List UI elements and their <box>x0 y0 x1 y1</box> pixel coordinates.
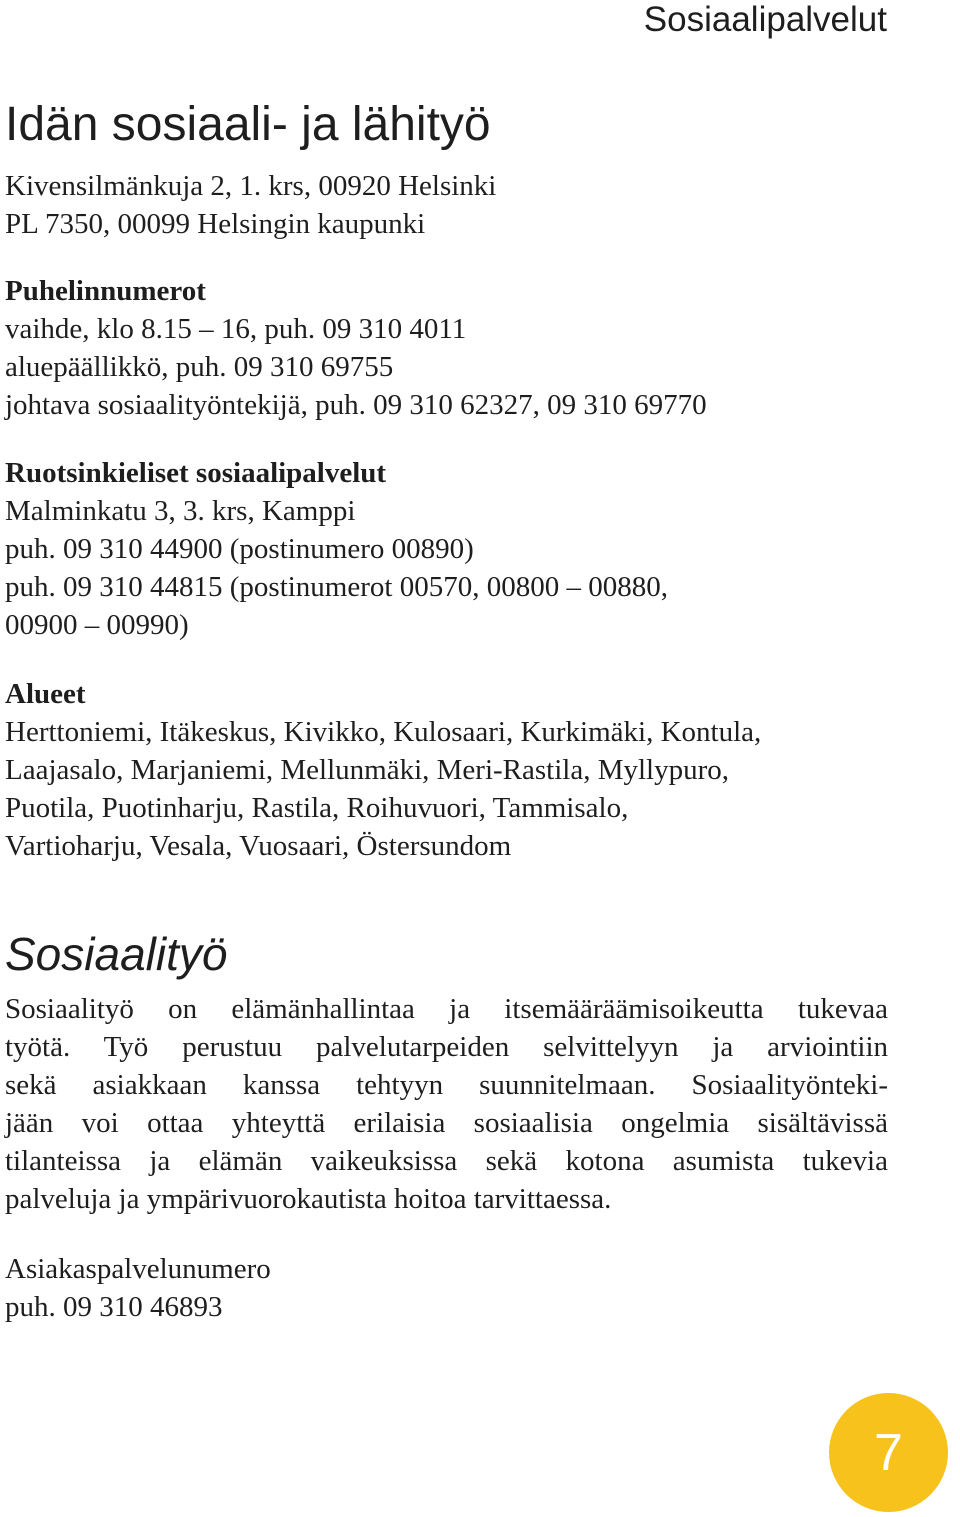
phone-line: aluepäällikkö, puh. 09 310 69755 <box>5 351 394 383</box>
phone-line: johtava sosiaalityöntekijä, puh. 09 310 62327, 09 310 69770 <box>5 389 707 421</box>
paragraph-line: palveluja ja ympärivuorokautista hoitoa tarvittaessa. <box>5 1183 612 1215</box>
swedish-services-line: Malminkatu 3, 3. krs, Kamppi <box>5 495 356 527</box>
page-number: 7 <box>874 1423 903 1482</box>
page-number-badge <box>829 1393 948 1512</box>
swedish-services-block <box>5 454 668 644</box>
customer-service-phone: puh. 09 310 46893 <box>5 1291 223 1323</box>
paragraph-line: sekä asiakkaan kanssa tehtyyn suunnitelmaan. Sosiaalityönteki- <box>5 1069 888 1101</box>
areas-line: Herttoniemi, Itäkeskus, Kivikko, Kulosaari, Kurkimäki, Kontula, <box>5 716 762 748</box>
running-head: Sosiaalipalvelut <box>643 0 887 39</box>
areas-line: Vartioharju, Vesala, Vuosaari, Östersundom <box>5 830 512 862</box>
paragraph-line: Sosiaalityö on elämänhallintaa ja itsemääräämisoikeutta tukevaa <box>5 993 888 1025</box>
swedish-services-line: puh. 09 310 44815 (postinumerot 00570, 00800 – 00880, <box>5 571 668 603</box>
swedish-services-line: 00900 – 00990) <box>5 609 189 641</box>
address-block <box>5 167 496 243</box>
swedish-services-line: puh. 09 310 44900 (postinumero 00890) <box>5 533 474 565</box>
areas-line: Laajasalo, Marjaniemi, Mellunmäki, Meri-Rastila, Myllypuro, <box>5 754 730 786</box>
customer-service-label: Asiakaspalvelunumero <box>5 1253 271 1285</box>
phone-numbers-block <box>5 272 707 424</box>
section-heading-social-work: Sosiaalityö <box>5 928 228 980</box>
swedish-services-heading: Ruotsinkieliset sosiaalipalvelut <box>5 457 387 489</box>
paragraph-line: jään voi ottaa yhteyttä erilaisia sosiaalisia ongelmia sisältävissä <box>5 1107 888 1139</box>
phone-numbers-heading: Puhelinnumerot <box>5 275 206 307</box>
social-work-paragraph <box>5 990 888 1218</box>
phone-line: vaihde, klo 8.15 – 16, puh. 09 310 4011 <box>5 313 467 345</box>
paragraph-line: tilanteissa ja elämän vaikeuksissa sekä kotona asumista tukevia <box>5 1145 888 1177</box>
page-title: Idän sosiaali- ja lähityö <box>5 98 491 151</box>
paragraph-line: työtä. Työ perustuu palvelutarpeiden selvittelyyn ja arviointiin <box>5 1031 888 1063</box>
address-line: Kivensilmänkuja 2, 1. krs, 00920 Helsinki <box>5 170 497 202</box>
address-line: PL 7350, 00099 Helsingin kaupunki <box>5 208 426 240</box>
areas-line: Puotila, Puotinharju, Rastila, Roihuvuori, Tammisalo, <box>5 792 629 824</box>
areas-block <box>5 675 761 865</box>
areas-heading: Alueet <box>5 678 86 710</box>
customer-service-block <box>5 1250 271 1326</box>
